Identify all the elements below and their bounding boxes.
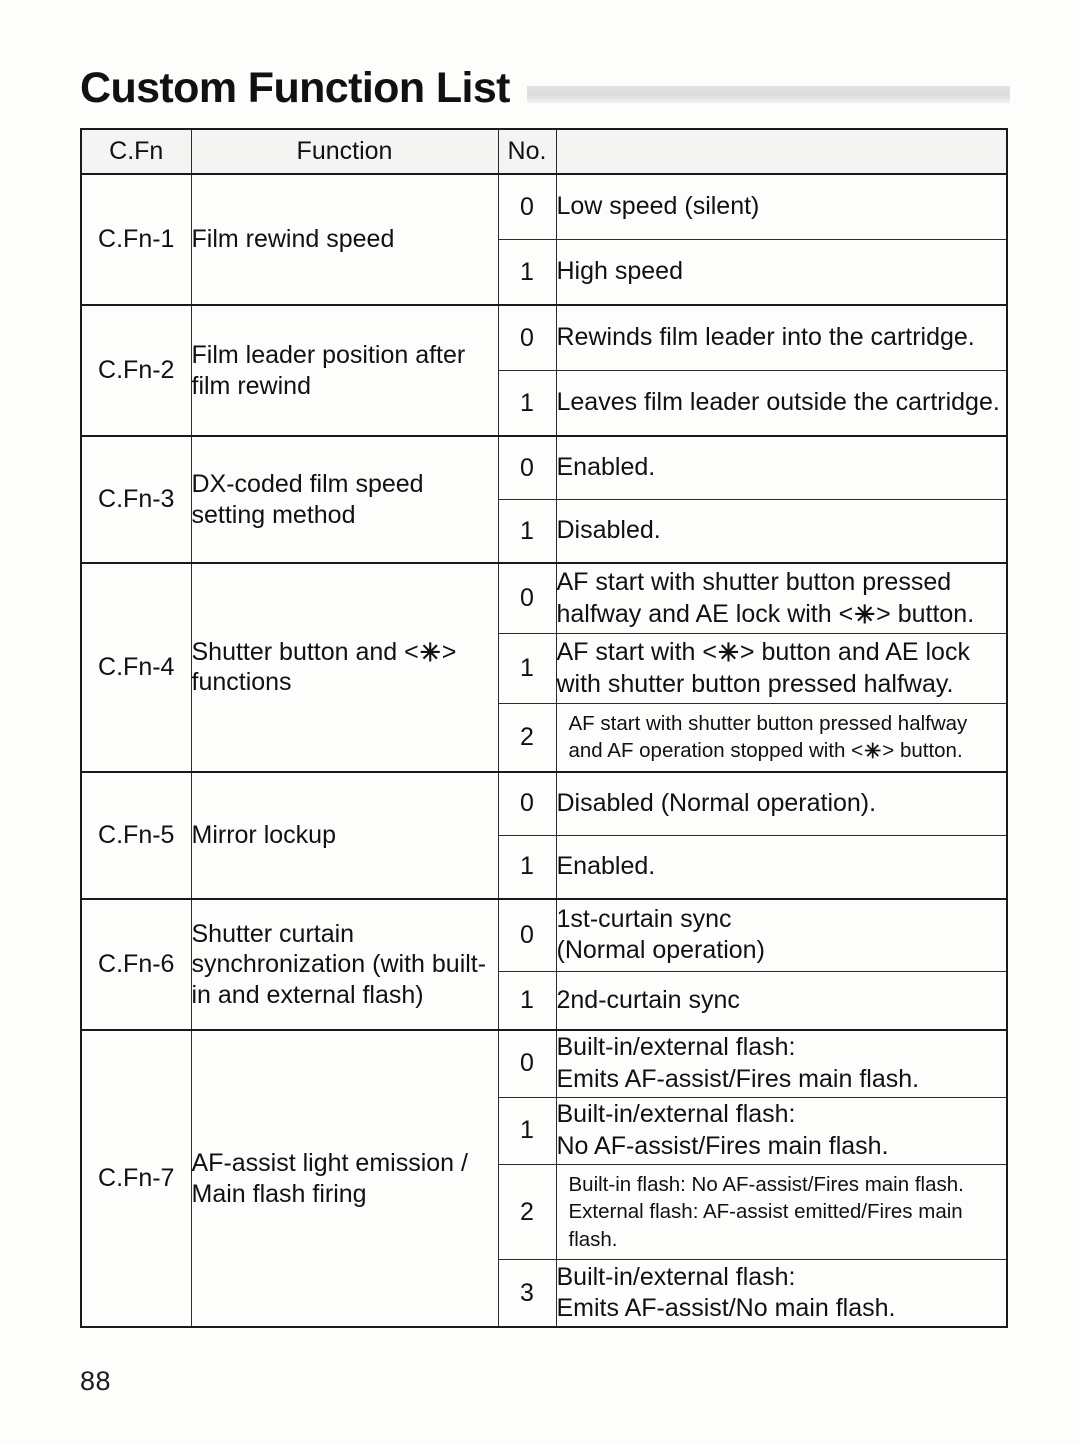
table-row [81,1030,1007,1098]
table-row [81,305,1007,371]
cfn-function [191,563,498,772]
option-description: Enabled. [556,835,1007,899]
desc-line: Built-in/external flash: [556,1100,796,1129]
desc-line-pre: halfway and AE lock with < [556,599,854,628]
option-description [556,1030,1007,1098]
option-description [556,1097,1007,1164]
page-title: Custom Function List [80,64,510,112]
cfn-function: Mirror lockup [191,772,498,899]
cfn-id: C.Fn-1 [81,174,191,305]
column-header-no: No. [498,129,556,174]
title-row [80,58,1010,110]
option-number: 0 [498,563,556,634]
table-row [81,899,1007,972]
option-description: Leaves film leader outside the cartridge. [556,371,1007,437]
cfn-id: C.Fn-6 [81,899,191,1030]
desc-line-pre: AF start with < [556,638,717,666]
option-number: 2 [498,1164,556,1259]
ae-lock-star-icon: ✳ [854,600,876,629]
cfn-id: C.Fn-2 [81,305,191,436]
cfn-function-text-post: > functions [191,637,457,697]
cfn-function: Film rewind speed [191,174,498,305]
table-row [81,772,1007,836]
table-row [81,436,1007,500]
page-number: 88 [80,1366,112,1396]
option-description: Disabled (Normal operation). [556,772,1007,836]
option-number: 1 [498,634,556,704]
option-description [556,634,1007,704]
desc-line: AF start with shutter button pressed [556,568,952,596]
cfn-id: C.Fn-7 [81,1030,191,1327]
ae-lock-star-icon: ✳ [864,740,882,764]
desc-line: Built-in/external flash: [556,1033,796,1062]
desc-line-pre: and AF operation stopped with < [568,739,864,763]
option-description: Enabled. [556,436,1007,500]
desc-line: (Normal operation) [556,936,765,965]
option-description: 2nd-curtain sync [556,971,1007,1030]
column-header-function: Function [191,129,498,174]
desc-line-post: > button. [876,599,975,628]
option-description: Disabled. [556,500,1007,564]
option-number: 1 [498,240,556,306]
custom-function-table [80,128,1008,1328]
cfn-id: C.Fn-3 [81,436,191,563]
desc-line-post: > button and AE lock [739,638,970,666]
title-decoration-bar [527,86,1010,103]
desc-line: No AF-assist/Fires main flash. [556,1131,889,1160]
desc-line: External flash: AF-assist emitted/Fires main flash. [568,1200,963,1251]
option-description: Low speed (silent) [556,174,1007,240]
option-description [556,899,1007,972]
desc-line-post: > button. [882,739,963,763]
cfn-id: C.Fn-4 [81,563,191,772]
option-number: 0 [498,772,556,836]
option-description [556,704,1007,772]
desc-line: with shutter button pressed halfway. [556,669,954,698]
desc-line: AF start with shutter button pressed halfway [568,712,968,735]
table-header-row [81,129,1007,174]
option-number: 3 [498,1260,556,1328]
desc-line: Emits AF-assist/No main flash. [556,1294,896,1323]
option-number: 1 [498,500,556,564]
option-description: High speed [556,240,1007,306]
option-number: 0 [498,1030,556,1098]
desc-line: 1st-curtain sync [556,904,732,933]
option-number: 0 [498,436,556,500]
option-number: 1 [498,1097,556,1164]
desc-line: Built-in flash: No AF-assist/Fires main flash. [568,1172,964,1196]
option-number: 0 [498,899,556,972]
option-description [556,1164,1007,1259]
cfn-function: Shutter curtain synchronization (with built-in and external flash) [191,899,498,1030]
option-number: 0 [498,305,556,371]
desc-line: Emits AF-assist/Fires main flash. [556,1064,920,1093]
desc-line: Built-in/external flash: [556,1262,796,1291]
cfn-id: C.Fn-5 [81,772,191,899]
option-number: 2 [498,704,556,772]
cfn-function: DX-coded film speed setting method [191,436,498,563]
cfn-function-text-pre: Shutter button and < [191,637,419,666]
ae-lock-star-icon: ✳ [419,638,441,667]
option-description [556,1260,1007,1328]
column-header-cfn: C.Fn [81,129,191,174]
cfn-function: AF-assist light emission / Main flash firing [191,1030,498,1327]
table-row [81,174,1007,240]
option-description: Rewinds film leader into the cartridge. [556,305,1007,371]
option-number: 1 [498,971,556,1030]
option-description [556,563,1007,634]
cfn-function: Film leader position after film rewind [191,305,498,436]
option-number: 0 [498,174,556,240]
table-row [81,563,1007,634]
column-header-setting [556,129,1007,174]
option-number: 1 [498,835,556,899]
option-number: 1 [498,371,556,437]
ae-lock-star-icon: ✳ [717,639,739,667]
